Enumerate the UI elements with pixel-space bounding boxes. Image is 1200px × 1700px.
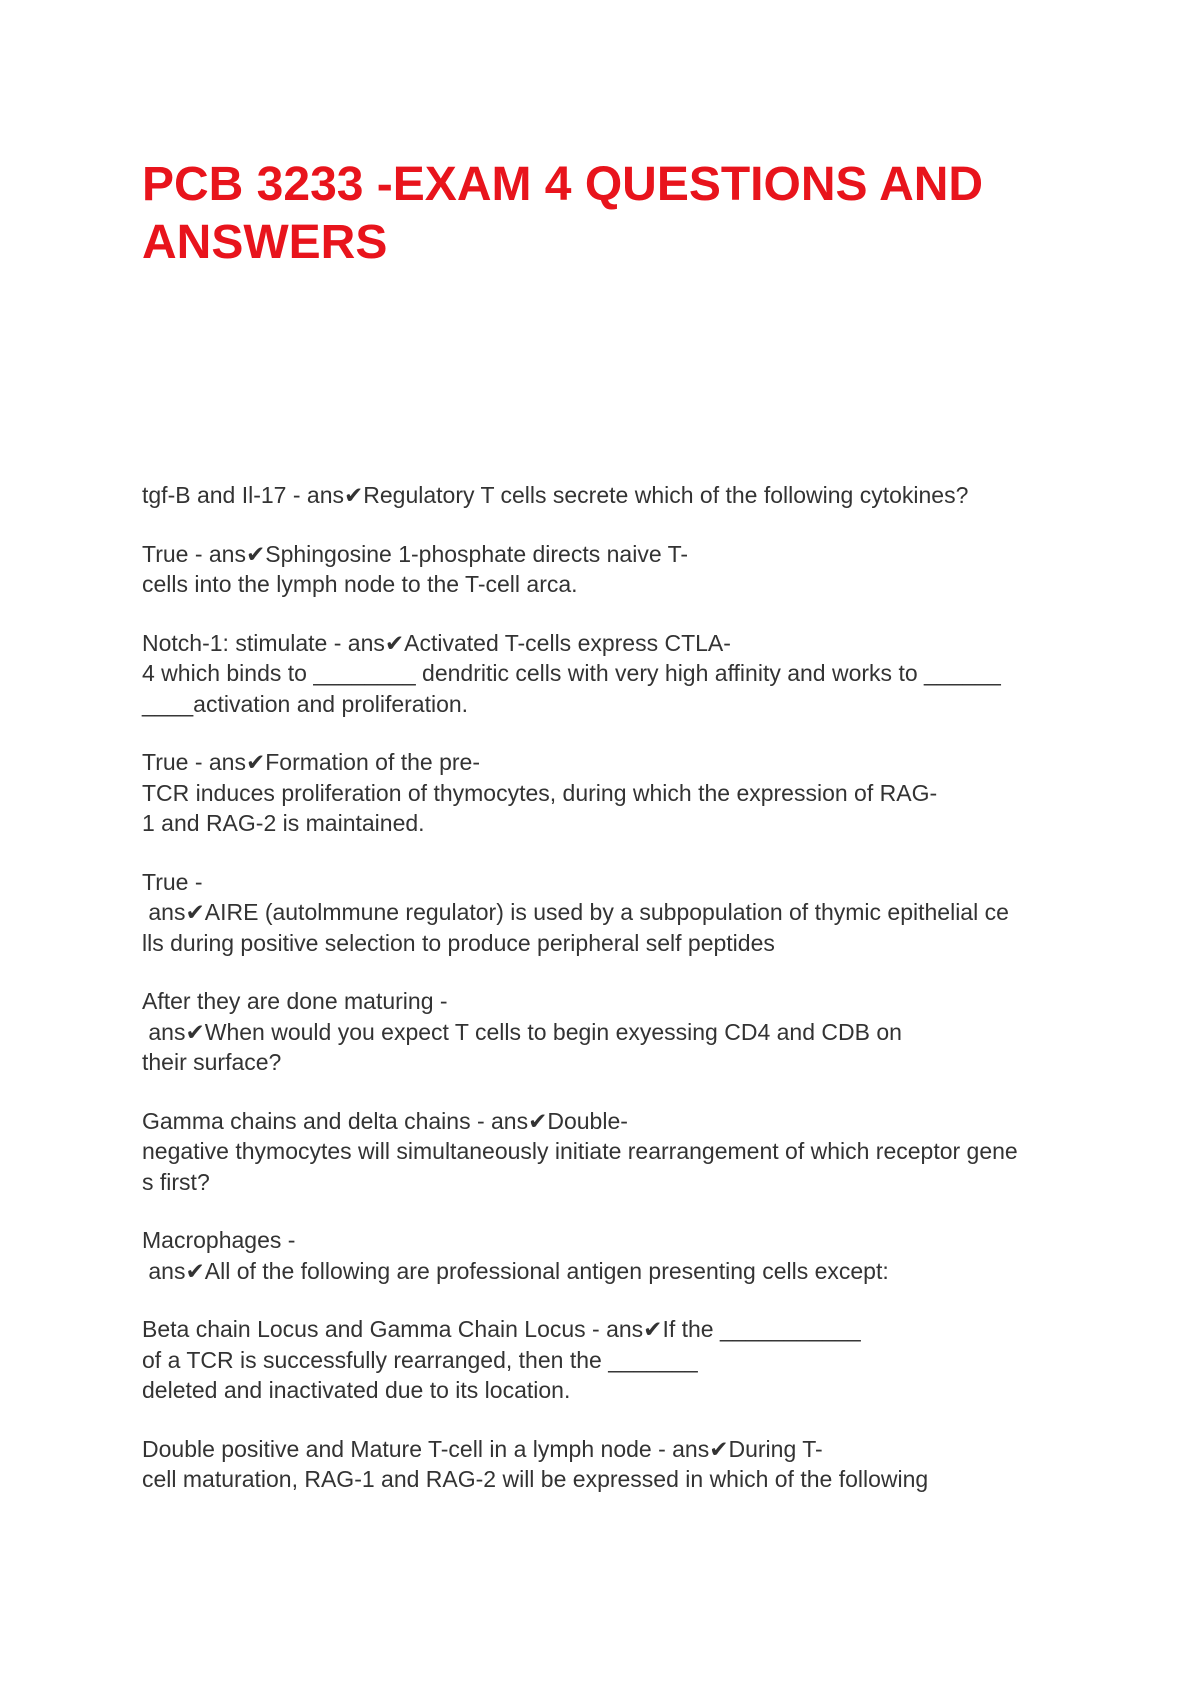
- qa-line: TCR induces proliferation of thymocytes, during which the expression of RAG-: [142, 779, 938, 806]
- qa-item: [142, 1434, 1072, 1495]
- qa-line: Notch-1: stimulate - ans✔Activated T-cells express CTLA-: [142, 629, 731, 656]
- qa-line: 4 which binds to ________ dendritic cells with very high affinity and works to ______: [142, 660, 1001, 686]
- qa-item: [142, 867, 1072, 959]
- qa-line: 1 and RAG-2 is maintained.: [142, 810, 425, 836]
- qa-line: Gamma chains and delta chains - ans✔Double-: [142, 1107, 628, 1134]
- qa-line: ans✔AIRE (autolmmune regulator) is used by a subpopulation of thymic epithelial ce: [142, 899, 1009, 925]
- qa-item: [142, 747, 1072, 839]
- qa-line: of a TCR is successfully rearranged, then the _______: [142, 1346, 698, 1373]
- qa-line: s first?: [142, 1168, 210, 1195]
- qa-item: [142, 480, 1072, 511]
- qa-item: [142, 986, 1072, 1078]
- document-title-line: ANSWERS: [142, 216, 388, 269]
- qa-line: True -: [142, 868, 203, 895]
- document-title: [142, 156, 1102, 272]
- qa-item: [142, 1106, 1072, 1198]
- document-title-line: PCB 3233 -EXAM 4 QUESTIONS AND: [142, 158, 984, 211]
- qa-item: [142, 539, 1072, 600]
- qa-line: cell maturation, RAG-1 and RAG-2 will be expressed in which of the following: [142, 1466, 929, 1492]
- qa-line: cells into the lymph node to the T-cell arca.: [142, 571, 578, 597]
- qa-line: their surface?: [142, 1049, 282, 1075]
- qa-line: Double positive and Mature T-cell in a lymph node - ans✔During T-: [142, 1435, 823, 1462]
- qa-item: [142, 1314, 1072, 1406]
- qa-line: negative thymocytes will simultaneously initiate rearrangement of which receptor gene: [142, 1138, 1018, 1164]
- qa-item: [142, 628, 1072, 720]
- qa-list: [142, 480, 1072, 1523]
- qa-line: True - ans✔Formation of the pre-: [142, 749, 480, 775]
- qa-line: ans✔When would you expect T cells to begin exyessing CD4 and CDB on: [142, 1018, 902, 1045]
- qa-line: tgf-B and Il-17 - ans✔Regulatory T cells secrete which of the following cytokines?: [142, 482, 969, 508]
- qa-line: lls during positive selection to produce peripheral self peptides: [142, 929, 775, 956]
- qa-line: deleted and inactivated due to its location.: [142, 1377, 571, 1403]
- qa-line: Beta chain Locus and Gamma Chain Locus - ans✔If the ___________: [142, 1316, 861, 1342]
- qa-line: ans✔All of the following are professional antigen presenting cells except:: [142, 1257, 889, 1284]
- qa-line: After they are done maturing -: [142, 988, 448, 1014]
- qa-line: True - ans✔Sphingosine 1-phosphate directs naive T-: [142, 540, 689, 567]
- qa-line: Macrophages -: [142, 1227, 296, 1253]
- qa-line: ____activation and proliferation.: [142, 690, 469, 717]
- qa-item: [142, 1225, 1072, 1286]
